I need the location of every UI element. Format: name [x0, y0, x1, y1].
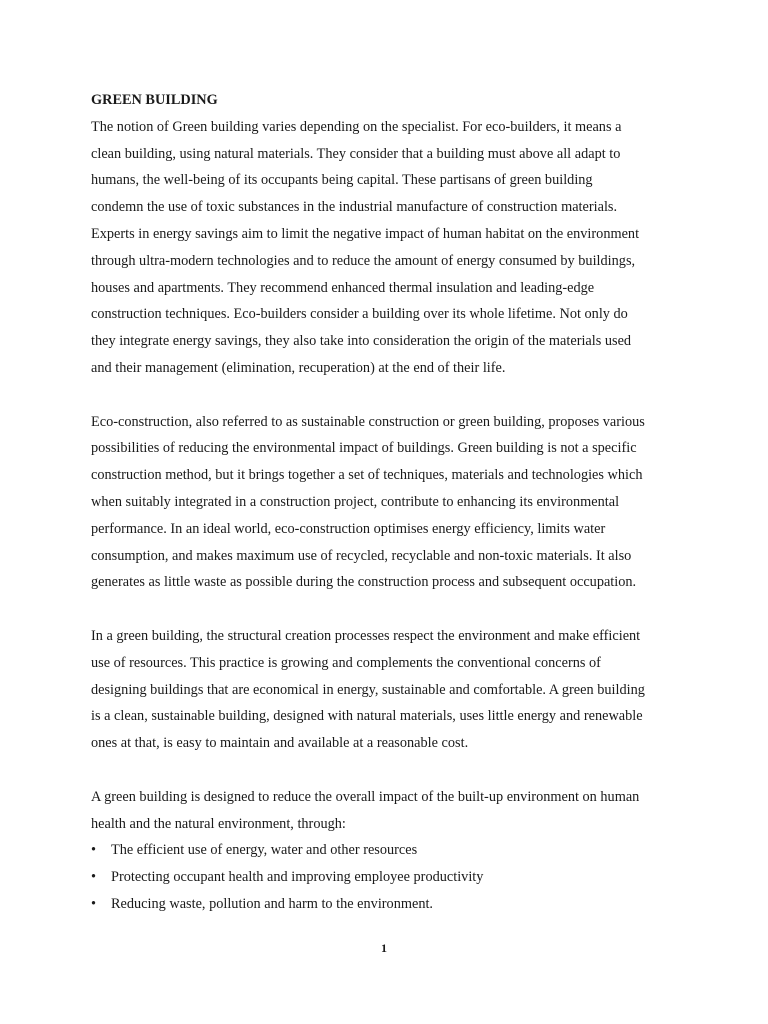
bullet-item [91, 891, 691, 918]
paragraph-4 [91, 784, 691, 838]
bullet-item [91, 837, 691, 864]
text-line: clean building, using natural materials. They consider that a building must above all adapt to [91, 145, 621, 162]
bullet-list [91, 837, 691, 917]
text-line: houses and apartments. They recommend enhanced thermal insulation and leading-edge [91, 279, 595, 296]
bullet-marker: • [91, 842, 97, 859]
text-line: through ultra-modern technologies and to reduce the amount of energy consumed by buildings, [91, 252, 636, 269]
text-line: construction techniques. Eco-builders consider a building over its whole lifetime. Not only do [91, 306, 628, 323]
page-number: 1 [381, 941, 387, 955]
text-line: consumption, and makes maximum use of recycled, recyclable and non-toxic materials. It also [91, 547, 632, 564]
text-line: ones at that, is easy to maintain and available at a reasonable cost. [91, 735, 469, 752]
bullet-marker: • [91, 895, 97, 912]
text-line: In a green building, the structural creation processes respect the environment and make efficient [91, 627, 641, 644]
text-line: humans, the well-being of its occupants being capital. These partisans of green building [91, 172, 593, 189]
paragraph-1 [91, 114, 691, 382]
text-line: they integrate energy savings, they also take into consideration the origin of the materials used [91, 333, 632, 350]
text-line: when suitably integrated in a construction project, contribute to enhancing its environmental [91, 493, 620, 510]
bullet-text: The efficient use of energy, water and other resources [111, 842, 418, 859]
bullet-marker: • [91, 869, 97, 886]
bullet-text: Protecting occupant health and improving employee productivity [111, 869, 484, 886]
text-line: Experts in energy savings aim to limit the negative impact of human habitat on the environment [91, 225, 640, 242]
text-line: and their management (elimination, recuperation) at the end of their life. [91, 359, 506, 376]
text-line: performance. In an ideal world, eco-construction optimises energy efficiency, limits water [91, 520, 606, 537]
text-line: possibilities of reducing the environmental impact of buildings. Green building is not a specific [91, 440, 637, 457]
text-line: designing buildings that are economical in energy, sustainable and comfortable. A green building [91, 681, 645, 698]
text-line: use of resources. This practice is growing and complements the conventional concerns of [91, 654, 601, 671]
text-line: The notion of Green building varies depending on the specialist. For eco-builders, it means a [91, 118, 622, 135]
paragraph-3 [91, 623, 691, 757]
text-line: construction method, but it brings together a set of techniques, materials and technologies which [91, 467, 643, 484]
document-body [91, 87, 691, 918]
text-line: generates as little waste as possible during the construction process and subsequent occupation. [91, 574, 637, 591]
text-line: health and the natural environment, through: [91, 815, 346, 832]
text-line: condemn the use of toxic substances in the industrial manufacture of construction materials. [91, 199, 618, 216]
text-line: is a clean, sustainable building, designed with natural materials, uses little energy and renewable [91, 708, 643, 725]
bullet-text: Reducing waste, pollution and harm to the environment. [111, 895, 434, 912]
bullet-item [91, 864, 691, 891]
paragraph-2 [91, 409, 691, 597]
document-heading: GREEN BUILDING [91, 92, 218, 108]
text-line: A green building is designed to reduce the overall impact of the built-up environment on human [91, 788, 640, 805]
text-line: Eco-construction, also referred to as sustainable construction or green building, proposes various [91, 413, 645, 430]
